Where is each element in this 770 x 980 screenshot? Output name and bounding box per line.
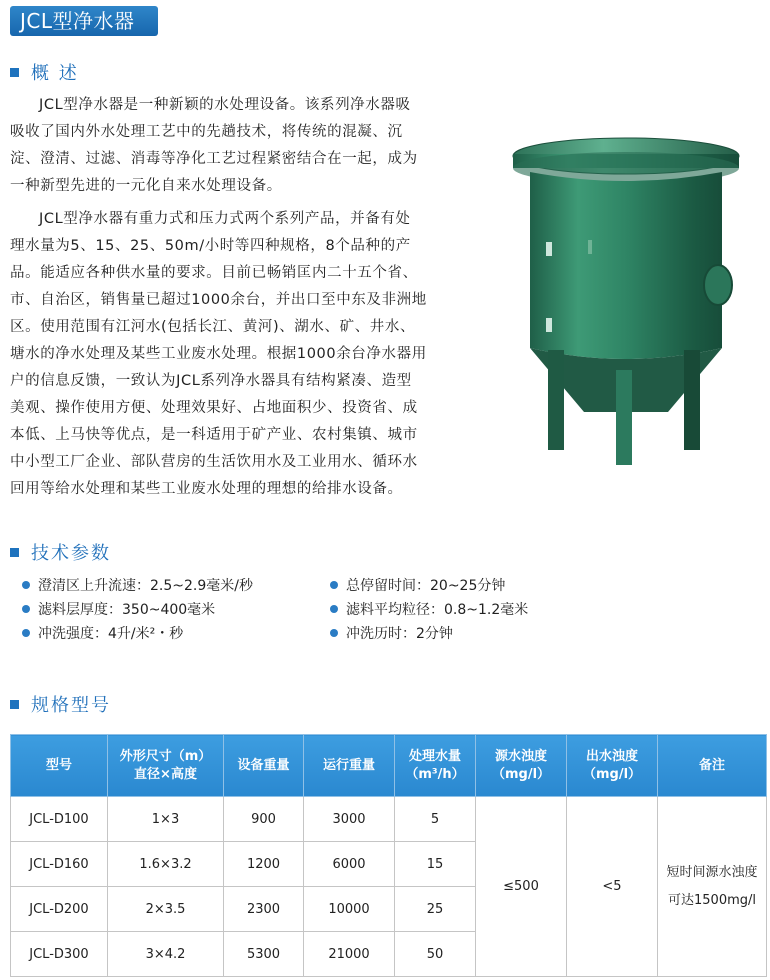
param-text: 冲洗强度：4升/米²・秒 [38, 626, 184, 642]
square-bullet-icon [10, 548, 19, 557]
table-row [11, 797, 767, 842]
text-line: 本低、上马快等优点，是一科适用于矿产业、农村集镇、城市 [10, 427, 418, 443]
square-bullet-icon [10, 68, 19, 77]
bullet-dot-icon [330, 581, 338, 589]
remark-line: 短时间源水浊度 [666, 864, 758, 880]
text-line: 品。能适应各种供水量的要求。目前已畅销匡内二十五个省、 [10, 265, 418, 281]
text-line: 市、自治区，销售量已超过1000余台，并出口至中东及非洲地 [10, 292, 427, 308]
cell-equipment-weight: 900 [224, 797, 304, 842]
text-line: 理水量为5、15、25、50m/小时等四种规格，8个品种的产 [10, 238, 411, 254]
cell-operating-weight: 6000 [304, 842, 395, 887]
bullet-dot-icon [22, 629, 30, 637]
text-line: 塘水的净水处理及某些工业废水处理。根据1000余台净水器用 [10, 346, 427, 362]
bullet-dot-icon [330, 605, 338, 613]
text-line: 吸收了国内外水处理工艺中的先趟技术，将传统的混凝、沉 [10, 124, 403, 140]
param-item [22, 597, 215, 621]
spec-heading [10, 692, 111, 716]
param-item [22, 621, 183, 645]
param-item [330, 621, 453, 645]
overview-heading [10, 60, 79, 84]
cell-capacity: 15 [395, 842, 476, 887]
text-line: 中小型工厂企业、部队营房的生活饮用水及工业用水、循环水 [10, 454, 418, 470]
text-line: 户的信息反馈，一致认为JCL系列净水器具有结构紧凑、造型 [10, 373, 412, 389]
header-line: （mg/l） [582, 766, 642, 782]
cell-capacity: 25 [395, 887, 476, 932]
cell-model: JCL-D200 [11, 887, 108, 932]
header-line: 外形尺寸（m） [119, 748, 212, 764]
text-line: 一种新型先进的一元化自来水处理设备。 [10, 178, 282, 194]
param-text: 滤料层厚度：350~400毫米 [38, 602, 216, 618]
col-header-remarks: 备注 [658, 735, 767, 797]
cell-dimensions: 1.6×3.2 [108, 842, 224, 887]
header-line: 出水浊度 [585, 748, 638, 764]
param-item [330, 573, 505, 597]
header-line: （mg/l） [491, 766, 551, 782]
text-line: 淀、澄清、过滤、消毒等净化工艺过程紧密结合在一起，成为 [10, 151, 418, 167]
water-purifier-tank-image [508, 120, 756, 465]
bullet-dot-icon [22, 605, 30, 613]
header-line: （m³/h） [405, 766, 465, 782]
col-header-dimensions [108, 735, 224, 797]
overview-paragraph-1 [10, 92, 450, 200]
cell-dimensions: 1×3 [108, 797, 224, 842]
cell-model: JCL-D100 [11, 797, 108, 842]
tech-heading-label: 技术参数 [31, 543, 111, 564]
cell-equipment-weight: 2300 [224, 887, 304, 932]
cell-dimensions: 2×3.5 [108, 887, 224, 932]
param-item [22, 573, 253, 597]
page-title: JCL型净水器 [10, 6, 158, 36]
cell-source-turbidity: ≤500 [476, 797, 567, 977]
remark-line: 可达1500mg/l [668, 892, 756, 908]
tech-heading [10, 540, 111, 564]
cell-operating-weight: 3000 [304, 797, 395, 842]
overview-paragraph-2 [10, 206, 450, 503]
cell-capacity: 50 [395, 932, 476, 977]
cell-operating-weight: 21000 [304, 932, 395, 977]
text-line: 区。使用范围有江河水(包括长江、黄河)、湖水、矿、井水、 [10, 319, 416, 335]
header-line: 处理水量 [408, 748, 461, 764]
text-line: 回用等给水处理和某些工业废水处理的理想的给排水设备。 [10, 481, 403, 497]
param-text: 滤料平均粒径：0.8~1.2毫米 [346, 602, 529, 618]
cell-capacity: 5 [395, 797, 476, 842]
cell-equipment-weight: 5300 [224, 932, 304, 977]
param-text: 总停留时间：20~25分钟 [346, 578, 506, 594]
header-line: 直径×高度 [134, 766, 197, 782]
param-item [330, 597, 528, 621]
cell-operating-weight: 10000 [304, 887, 395, 932]
cell-dimensions: 3×4.2 [108, 932, 224, 977]
table-header-row [11, 735, 767, 797]
cell-remarks [658, 797, 767, 977]
col-header-equipment-weight: 设备重量 [224, 735, 304, 797]
param-text: 冲洗历时：2分钟 [346, 626, 453, 642]
cell-output-turbidity: <5 [567, 797, 658, 977]
cell-model: JCL-D160 [11, 842, 108, 887]
bullet-dot-icon [22, 581, 30, 589]
header-line: 源水浊度 [494, 748, 547, 764]
text-line: JCL型净水器有重力式和压力式两个系列产品，并备有处 [39, 211, 411, 227]
col-header-capacity [395, 735, 476, 797]
cell-model: JCL-D300 [11, 932, 108, 977]
text-line: 美观、操作使用方便、处理效果好、占地面积少、投资省、成 [10, 400, 418, 416]
text-line: JCL型净水器是一种新颖的水处理设备。该系列净水器吸 [39, 97, 411, 113]
cell-equipment-weight: 1200 [224, 842, 304, 887]
square-bullet-icon [10, 700, 19, 709]
spec-heading-label: 规格型号 [31, 695, 111, 716]
param-text: 澄清区上升流速：2.5~2.9毫米/秒 [38, 578, 253, 594]
col-header-model: 型号 [11, 735, 108, 797]
spec-table [10, 734, 767, 977]
overview-heading-label: 概 述 [31, 63, 79, 84]
bullet-dot-icon [330, 629, 338, 637]
col-header-output-turbidity [567, 735, 658, 797]
col-header-source-turbidity [476, 735, 567, 797]
col-header-operating-weight: 运行重量 [304, 735, 395, 797]
